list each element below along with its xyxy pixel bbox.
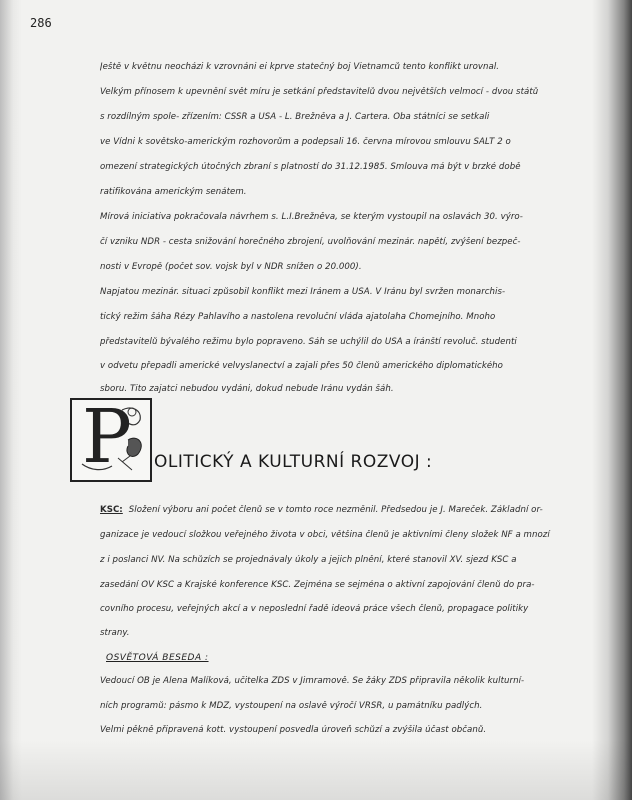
ksc-line: covního procesu, veřejných akcí a v neposlední řadě ideová práce všech členů, propagace politiky <box>100 604 529 614</box>
paragraph-line: omezení strategických útočných zbraní s platností do 31.12.1985. Smlouva má být v brzké době <box>100 162 521 172</box>
ksc-line: strany. <box>100 628 130 638</box>
osvetova-line: ních programů: pásmo k MDŽ, vystoupení na oslavě výročí VŘSR, u památníku padlých. <box>100 701 483 711</box>
ksc-line: z i poslanci NV. Na schůzích se projednávaly úkoly a jejich plnění, které stanovil XV. sjezd KSČ a <box>100 555 517 565</box>
paragraph-line: v odvetu přepadli americké velvyslanectví a zajali přes 50 členů amerického diplomatického <box>100 361 503 371</box>
paragraph-line: Ještě v květnu neocházi k vzrovnáni ei kprve statečný boj Vietnamců tento konflikt urovnal. <box>100 62 500 72</box>
ksc-label: KSČ: <box>100 505 123 515</box>
paragraph-line: s rozdílným spole- zřízením: ČSSR a USA - L. Brežněva a J. Cartera. Oba státníci se setkali <box>100 112 490 122</box>
page-bottom-shadow <box>0 740 632 800</box>
paragraph-line: představitelů bývalého režimu bylo popraveno. Šáh se uchýlil do USA a íránští revoluč. studenti <box>100 337 517 347</box>
binding-shadow <box>0 0 22 800</box>
ksc-line: ganizace je vedoucí složkou veřejného života v obci, většina členů je aktivními členy složek NF a mnozí <box>100 530 550 540</box>
ksc-line: zasedání OV KSČ a Krajské konference KSČ. Zejména se sejména o aktivní zapojování členů do pra- <box>100 580 535 590</box>
paragraph-line: sboru. Tito zajatci nebudou vydáni, dokud nebude Íránu vydán šáh. <box>100 384 394 394</box>
drop-cap-ornament <box>70 394 152 482</box>
osvetova-beseda-label: OSVĚTOVÁ BESEDA : <box>106 653 209 663</box>
paragraph-line: Mírová iniciativa pokračovala návrhem s. L.I.Brežněva, se kterým vystoupil na oslavách 30. výro- <box>100 212 523 222</box>
paragraph-line: Napjatou mezinár. situaci způsobil konflikt mezi Íránem a USA. V Íránu byl svržen monarchis- <box>100 287 506 297</box>
drop-cap-letter: P <box>82 394 132 480</box>
paragraph-line: ratifikována americkým senátem. <box>100 187 247 197</box>
paragraph-line: tický režim šáha Rézy Pahlavího a nastolena revoluční vláda ajatolaha Chomejního. Mnoho <box>100 312 496 322</box>
paragraph-line: ve Vídni k sovětsko-americkým rozhovorům a podepsali 16. června mírovou smlouvu SALT 2 o <box>100 137 511 147</box>
section-heading: OLITICKÝ A KULTURNÍ ROZVOJ : <box>154 452 433 472</box>
paragraph-line: čí vzniku NDR - cesta snižování horečného zbrojení, uvolňování mezinár. napětí, zvýšení bezpeč- <box>100 237 521 247</box>
paragraph-line: nosti v Evropě (počet sov. vojsk byl v NDR snížen o 20.000). <box>100 262 362 272</box>
paragraph-line: Velkým přínosem k upevnění svět míru je setkání představitelů dvou největších velmocí - dvou států <box>100 87 539 97</box>
ksc-line-first <box>100 505 600 515</box>
page-number: 286 <box>30 16 52 30</box>
osvetova-line: Vedoucí OB je Alena Malíková, učitelka ZDŠ v Jimramově. Se žáky ZDŠ připravila několik kulturní- <box>100 676 525 686</box>
ksc-line-text: Složení výboru ani počet členů se v tomto roce nezměnil. Předsedou je J. Mareček. Základní or- <box>128 505 543 515</box>
osvetova-line: Velmi pěkně připravená kott. vystoupení posvedla úroveň schůzí a zvýšila účast občanů. <box>100 725 487 735</box>
